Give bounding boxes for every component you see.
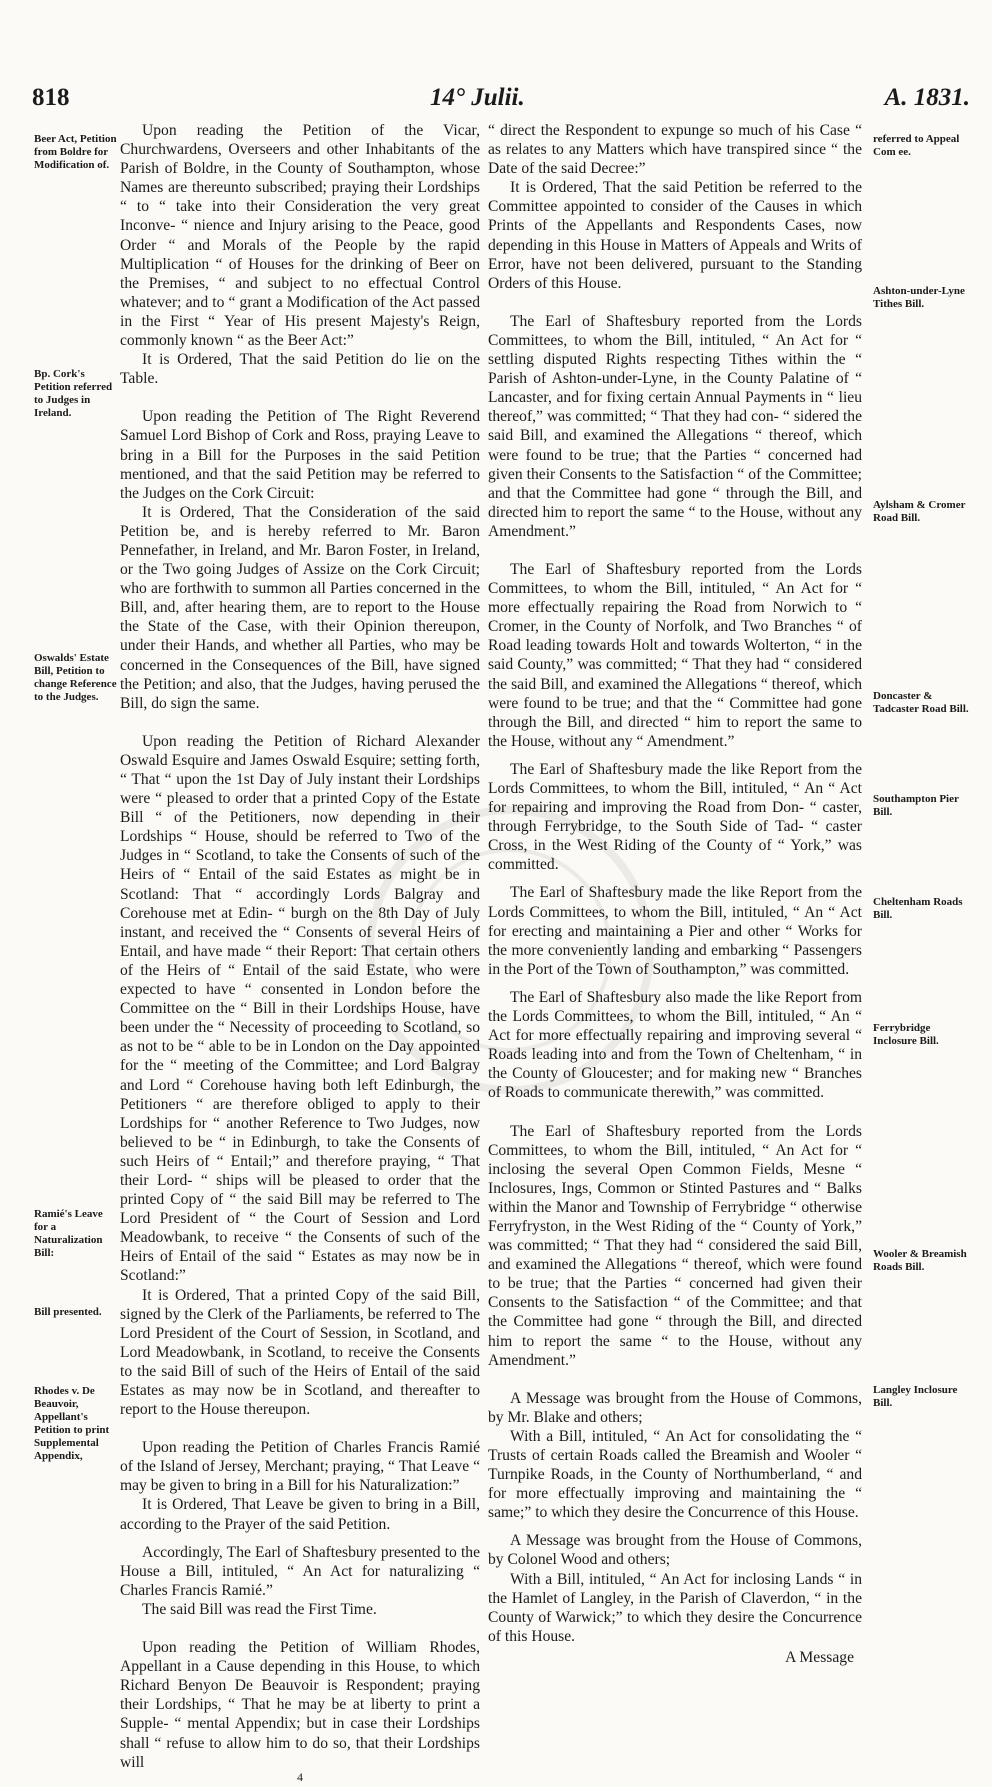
paragraph-rhodes-petition: Upon reading the Petition of William Rhodes, Appellant in a Cause depending in this House, to which Richard Benyon De Beauvoir is Respondent; praying their Lordships, “ That he may be at liberty to print a Supple- “ mental Appendix; but in case their Lordships shall “ refuse to allow him to do so, that their Lordships will	[120, 1639, 480, 1771]
left-column	[120, 121, 480, 1787]
paragraph-rhodes-order: It is Ordered, That the said Petition be referred to the Committee appointed to consider of the Causes in which Prints of the Appellants and Respondents Cases, now depending in this House in Matters of Appeals and Writs of Error, have not been delivered, pursuant to the Standing Orders of this House.	[488, 179, 862, 292]
margin-note-wooler: Wooler & Breamish Roads Bill.	[873, 1248, 967, 1273]
margin-note-appeal-committee: referred to Appeal Com ee.	[873, 133, 960, 158]
page-header	[0, 84, 992, 120]
margin-note-ashton: Ashton-under-Lyne Tithes Bill.	[873, 285, 965, 310]
paragraph-langley-bill: With a Bill, intituled, “ An Act for inclosing Lands “ in the Hamlet of Langley, in the Parish of Claverdon, “ in the County of Warwick;” to which they desire the Concurrence of this House.	[488, 1570, 862, 1645]
right-column	[488, 121, 862, 1667]
margin-note-ramie: Ramié's Leave for a Naturalization Bill:	[34, 1208, 103, 1259]
paragraph-cork-order: It is Ordered, That the Consideration of the said Petition be, and is hereby referred to Mr. Baron Pennefather, in Ireland, and Mr. Baron Foster, in Ireland, or the Two going Judges of Assize on the Cork Circuit; who are forthwith to summon all Parties concerned in the Bill, and, after hearing them, are to report to the House the State of the Case, with their Opinion thereupon, under their Hands, and whether all Parties, who may be concerned in the Consequences of the Bill, have signed the Petition; and also, that the Judges, having perused the Bill, do sign the same.	[120, 503, 480, 712]
paragraph-beer-order: It is Ordered, That the said Petition do lie on the Table.	[120, 351, 480, 388]
paragraph-commons-message-wood: A Message was brought from the House of Commons, by Colonel Wood and others;	[488, 1532, 862, 1569]
paragraph-first-reading: The said Bill was read the First Time.	[142, 1600, 377, 1618]
paragraph-ferrybridge-report: The Earl of Shaftesbury reported from the Lords Committees, to whom the Bill, intituled, “ An Act for “ inclosing the several Open Common Fields, Mesne “ Inclosures, Ings, Common or Stinted Pastures and “ Balks within the Manor and Township of Ferrybridge “ otherwise Ferryfryston, in the West Riding of the “ County of York,” was committed; “ That they had “ considered the said Bill, and examined the Allegations “ thereof, which were found to be true; that the Parties “ concerned had given their Consents to the Satisfaction “ of the Committee; and that the Committee had gone “ through the Bill, and directed him to report the same “ to the House, without any Amendment.”	[488, 1122, 862, 1369]
page-number: 818	[32, 84, 70, 111]
paragraph-doncaster-report: The Earl of Shaftesbury made the like Report from the Lords Committees, to whom the Bill, intituled, “ An “ Act for repairing and improving the Road from Don- “ caster, through Ferrybridge, to the South Side of Tad- “ caster Cross, in the West Riding of the County of “ York,” was committed.	[488, 760, 862, 874]
paragraph-cork-petition: Upon reading the Petition of The Right Reverend Samuel Lord Bishop of Cork and Ross, praying Leave to bring in a Bill for the Purposes in the said Petition mentioned, and that the said Petition may be referred to the Judges on the Cork Circuit:	[120, 408, 480, 502]
margin-note-langley: Langley Inclosure Bill.	[873, 1384, 958, 1409]
page-date: 14° Julii.	[430, 84, 525, 111]
paragraph-aylsham-report: The Earl of Shaftesbury reported from the Lords Committees, to whom the Bill, intituled, “ An Act for “ more effectually repairing the Road from Norwich to “ Cromer, in the County of Norfolk, and Two Branches “ of Road leading towards Holt and towards Wolterton, “ in the said County,” was committed; “ That they had “ considered the said Bill, and examined the Allegations “ thereof, which were found to be true; and that the “ Committee had gone through the Bill, and directed “ him to report the same to the House, without any “ Amendment.”	[488, 560, 862, 750]
paragraph-wooler-bill: With a Bill, intituled, “ An Act for consolidating the “ Trusts of certain Roads called the Breamish and Wooler “ Turnpike Roads, in the County of Northumberland, “ and for more effectually improving and maintaining the “ same;” to which they desire the Concurrence of this House.	[488, 1427, 862, 1522]
paragraph-bill-presented: Accordingly, The Earl of Shaftesbury presented to the House a Bill, intituled, “ An Act for naturalizing “ Charles Francis Ramié.”	[120, 1543, 480, 1599]
paragraph-rhodes-continued: “ direct the Respondent to expunge so much of his Case “ as relates to any Matters which have transpired since “ the Date of the said Decree:”	[488, 122, 862, 178]
margin-note-aylsham: Aylsham & Cromer Road Bill.	[873, 499, 966, 524]
paragraph-ramie-petition: Upon reading the Petition of Charles Francis Ramié of the Island of Jersey, Merchant; praying, “ That Leave “ may be given to bring in a Bill for his Naturalization:”	[120, 1439, 480, 1495]
margin-note-rhodes: Rhodes v. De Beauvoir, Appellant's Petition to print Supplemental Appendix,	[34, 1385, 110, 1462]
margin-note-cheltenham: Cheltenham Roads Bill.	[873, 896, 963, 921]
margin-note-ferrybridge: Ferrybridge Inclosure Bill.	[873, 1022, 939, 1047]
page-year: A. 1831.	[884, 84, 970, 111]
paragraph-oswald-petition: Upon reading the Petition of Richard Alexander Oswald Esquire and James Oswald Esquire; setting forth, “ That “ upon the 1st Day of July instant their Lordships were “ pleased to order that a printed Copy of the Estate Bill “ of the Petitioners, now depending in their Lordships “ House, should be referred to Two of the Judges in “ Scotland, to take the Consents of such of the Heirs of “ Entail of the said Estates as might be in Scotland: That “ accordingly Lords Balgray and Corehouse met at Edin- “ burgh on the 8th Day of July instant, and received the “ Consents of several Heirs of Entail, and have made “ their Report: That certain others of the Heirs of “ Entail of the said Estate, who were expected to have “ consented in London before the Committee on the “ Bill in their Lordships House, have been under the “ Necessity of proceeding to Scotland, so as not to be “ able to be in London on the Day appointed for the “ meeting of the Committee; and Lord Balgray and Lord “ Corehouse having both left Edinburgh, the Petitioners “ are therefore obliged to apply to their Lordships for “ another Reference to Two Judges, now believed to be “ in Edinburgh, to take the Consents of such Heirs of “ Entail;” and therefore praying, “ That their Lord- “ ships will be pleased to order that the printed Copy of “ the said Bill may be referred to The Lord President of “ the Court of Session and Lord Meadowbank, to receive “ the Consents of such of the Heirs of Entail of the said “ Estates as may now be in Scotland:”	[120, 732, 480, 1285]
signature-mark: 4	[297, 1769, 303, 1784]
paragraph-oswald-order: It is Ordered, That a printed Copy of the said Bill, signed by the Clerk of the Parliaments, be referred to The Lord President of the Court of Session, in Scotland, and Lord Meadowbank, in Scotland, to receive the Consents to the said Bill of such of the Heirs of Entail of the said Estates as may now be in Scotland, and thereafter to report to the House thereupon.	[120, 1286, 480, 1419]
margin-note-bill-presented: Bill presented.	[34, 1306, 102, 1318]
catchword: A Message	[785, 1648, 854, 1666]
paragraph-ashton-report: The Earl of Shaftesbury reported from the Lords Committees, to whom the Bill, intituled, “ An Act for “ settling disputed Rights respecting Tithes within the “ Parish of Ashton-under-Lyne, in the County Palatine of “ Lancaster, and for fixing certain Annual Payments in “ lieu thereof,” was committed; “ That they had con- “ sidered the said Bill, and examined the Allegations “ thereof, which were found to be true; that the Parties “ concerned had given their Consents to the Satisfaction “ of the Committee; and that the Committee had gone “ through the Bill, and directed him to report the same “ to the House, without any Amendment.”	[488, 312, 862, 540]
margin-note-southampton: Southampton Pier Bill.	[873, 793, 959, 818]
paragraph-southampton-report: The Earl of Shaftesbury made the like Report from the Lords Committees, to whom the Bill, intituled, “ An “ Act for erecting and maintaining a Pier and other “ Works for the more conveniently landing and embarking “ Passengers in the Port of the Town of Southampton,” was committed.	[488, 884, 862, 978]
margin-note-oswald: Oswalds' Estate Bill, Petition to change Reference to the Judges.	[34, 652, 117, 703]
margin-note-beer-act: Beer Act, Petition from Boldre for Modification of.	[34, 133, 117, 171]
paragraph-beer-petition: Upon reading the Petition of the Vicar, Churchwardens, Overseers and other Inhabitants of the Parish of Boldre, in the County of Southampton, whose Names are thereunto subscribed; praying their Lordships “ to “ take into their Consideration the very great Inconve- “ nience and Injury arising to the Peace, good Order “ and Morals of the People by the rapid Multiplication “ of Houses for the drinking of Beer on the Premises, “ and subject to no effectual Control whatever; and to “ grant a Modification of the Act passed in the First “ Year of His present Majesty's Reign, commonly known “ as the Beer Act:”	[120, 122, 480, 350]
paragraph-ramie-order: It is Ordered, That Leave be given to bring in a Bill, according to the Prayer of the said Petition.	[120, 1496, 480, 1533]
paragraph-cheltenham-report: The Earl of Shaftesbury also made the like Report from the Lords Committees, to whom the Bill, intituled, “ An “ Act for more effectually repairing and improving several “ Roads leading into and from the Town of Cheltenham, “ in the County of Gloucester; and for making new “ Branches of Roads to communicate therewith,” was committed.	[488, 988, 862, 1102]
paragraph-commons-message-blake: A Message was brought from the House of Commons, by Mr. Blake and others;	[488, 1389, 862, 1426]
margin-note-doncaster: Doncaster & Tadcaster Road Bill.	[873, 690, 969, 715]
margin-note-bp-cork: Bp. Cork's Petition referred to Judges in Ireland.	[34, 368, 113, 419]
